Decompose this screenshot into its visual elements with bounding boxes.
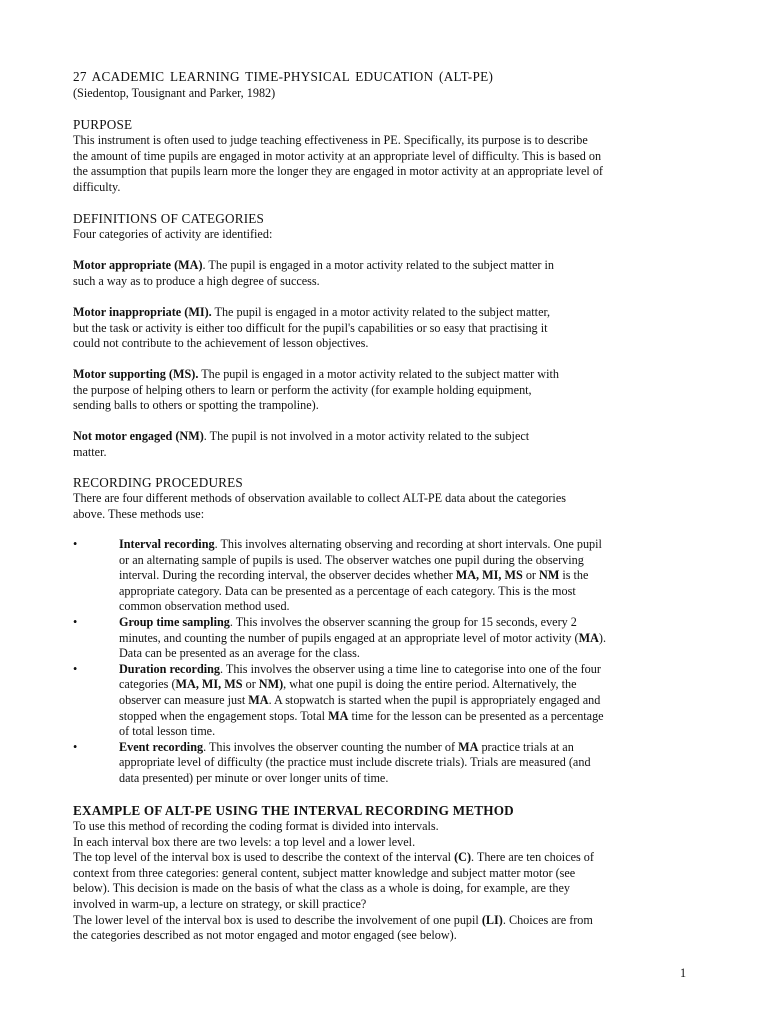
list-item-body [119,537,713,615]
recording-intro-line: above. These methods use: [73,506,205,521]
list-item [73,537,713,615]
method-line [119,568,713,584]
method-line [119,662,713,678]
method-line [119,709,713,725]
page-number: 1 [680,966,687,980]
method-code: MA [248,692,269,707]
method-text: ). [598,630,607,645]
example-text: . Choices are from [502,912,593,927]
bullet-icon: • [73,614,78,629]
method-line [119,740,713,756]
definitions-intro-text: Four categories of activity are identified: [73,227,273,241]
method-text: categories ( [119,677,176,692]
method-line: data presented) per minute or over longer units of time. [119,770,389,785]
method-line: appropriate level of difficulty (the practice must include discrete trials). Trials are measured (and [119,755,591,770]
method-text: , what one pupil is doing the entire period. Alternatively, the [283,677,577,692]
definition-term: Motor supporting (MS). [73,367,199,381]
recording-methods-list [73,537,713,787]
recording-heading-text: RECORDING PROCEDURES [73,475,243,490]
method-line: of total lesson time. [119,724,216,739]
purpose-heading-text: PURPOSE [73,117,133,132]
list-item-body [119,740,713,787]
method-line [119,677,713,693]
bullet-icon: • [73,661,78,676]
method-code: NM [539,568,560,583]
method-line: or an alternating sample of pupils is used. The observer watches one pupil during the observing [119,552,584,567]
method-text: . A stopwatch is started when the pupil is appropriately engaged and [268,692,601,707]
method-term: Interval recording [119,537,215,551]
method-text: . This involves the observer scanning the group for 15 seconds, every 2 [229,614,577,629]
definition-line: such a way as to produce a high degree of success. [73,273,320,288]
method-line [119,693,713,709]
method-term: Group time sampling [119,614,230,629]
method-term: Event recording [119,739,204,754]
example-heading [73,803,703,819]
method-text: or [522,568,540,583]
method-line: appropriate category. Data can be presented as a percentage of each category. This is the most [119,583,576,598]
example-paragraph [73,819,703,944]
definition-first-line [73,367,703,383]
definition-line: the purpose of helping others to learn or perform the activity (for example holding equipment, [73,382,532,397]
method-text: . This involves alternating observing and recording at short intervals. One pupil [214,537,602,551]
method-line [119,631,713,647]
definition-term: Motor appropriate (MA) [73,258,203,272]
purpose-paragraph [73,133,703,195]
list-item-body [119,615,713,662]
definitions-intro [73,227,703,243]
definition-text: . The pupil is engaged in a motor activity related to the subject matter in [202,258,554,272]
example-heading-text: EXAMPLE OF ALT-PE USING THE INTERVAL RECORDING METHOD [73,803,514,818]
method-text: is the [559,568,589,583]
method-code: MA, MI, MS [175,677,243,692]
definition-term: Motor inappropriate (MI). [73,305,212,319]
purpose-line: the amount of time pupils are engaged in motor activity at an appropriate level of difficulty. This is based on [73,148,602,163]
method-term: Duration recording [119,661,220,676]
definition-line: but the task or activity is either too difficult for the pupil's capabilities or so easy that practising it [73,320,548,335]
example-line: In each interval box there are two levels: a top level and a lower level. [73,834,416,849]
definitions-heading [73,211,703,227]
definition-text: The pupil is engaged in a motor activity related to the subject matter, [211,305,551,319]
recording-heading [73,475,703,491]
method-line [119,537,713,553]
bullet-icon: • [73,537,78,551]
definition-term: Not motor engaged (NM) [73,429,204,443]
definition-line: could not contribute to the achievement of lesson objectives. [73,336,369,351]
method-text: or [242,677,259,692]
method-code: NM) [258,677,284,692]
purpose-line: the assumption that pupils learn more the longer they are engaged in motor activity at an appropriate level of [73,164,603,179]
example-line: below). This decision is made on the basis of what the class as a whole is doing, for example, are they [73,881,570,896]
recording-intro [73,491,703,522]
method-text: practice trials at an [478,739,574,754]
method-code: MA [328,708,349,723]
definition-first-line [73,429,703,445]
purpose-line: This instrument is often used to judge teaching effectiveness in PE. Specifically, its purpose is to describe [73,133,588,147]
list-item [73,662,713,740]
definition-first-line [73,258,703,274]
method-code: MA, MI, MS [455,568,523,583]
citation-text: (Siedentop, Tousignant and Parker, 1982) [73,86,276,100]
definition-first-line [73,305,703,321]
example-line: the categories described as not motor engaged and motor engaged (see below). [73,928,457,943]
method-text: minutes, and counting the number of pupils engaged at an appropriate level of motor activity ( [119,630,579,645]
example-text: The top level of the interval box is used to describe the context of the interval [73,850,455,865]
example-line [73,913,703,929]
list-item [73,615,713,662]
example-code: (C) [454,850,472,865]
example-line: involved in warm-up, a lecture on strategy, or skill practice? [73,896,367,911]
method-line: common observation method used. [119,599,290,614]
purpose-heading [73,117,703,133]
method-text: interval. During the recording interval, the observer decides whether [119,568,456,583]
document-title [73,69,703,85]
method-line: Data can be presented as an average for the class. [119,646,360,661]
list-item [73,740,713,787]
example-line: context from three categories: general content, subject matter knowledge and subject matter motor (see [73,865,576,880]
method-code: MA [458,739,479,754]
definition-line: sending balls to others or spotting the trampoline). [73,398,319,413]
example-line: To use this method of recording the coding format is divided into intervals. [73,819,439,833]
definition-text: The pupil is engaged in a motor activity related to the subject matter with [198,367,559,381]
title-text: 27 ACADEMIC LEARNING TIME-PHYSICAL EDUCATION (ALT-PE) [73,69,494,84]
definition-text: . The pupil is not involved in a motor activity related to the subject [203,429,530,443]
bullet-icon: • [73,739,78,754]
definition-motor-appropriate [73,258,703,289]
definition-not-motor-engaged [73,429,703,460]
method-code: MA [578,630,599,645]
example-text: The lower level of the interval box is used to describe the involvement of one pupil [73,912,482,927]
example-line [73,850,703,866]
method-text: observer can measure just [119,692,249,707]
method-text: time for the lesson can be presented as a percentage [348,708,604,723]
example-code: (LI) [481,912,503,927]
example-text: . There are ten choices of [471,850,594,865]
recording-intro-line: There are four different methods of observation available to collect ALT-PE data about the categories [73,491,566,505]
citation [73,86,703,102]
definitions-heading-text: DEFINITIONS OF CATEGORIES [73,211,265,226]
purpose-line: difficulty. [73,179,121,194]
list-item-body [119,662,713,740]
method-text: . This involves the observer using a time line to categorise into one of the four [220,661,601,676]
definition-motor-supporting [73,367,703,414]
method-text: stopped when the engagement stops. Total [119,708,329,723]
definition-line: matter. [73,444,107,459]
definition-motor-inappropriate [73,305,703,352]
method-line [119,615,713,631]
method-text: . This involves the observer counting the number of [203,739,459,754]
